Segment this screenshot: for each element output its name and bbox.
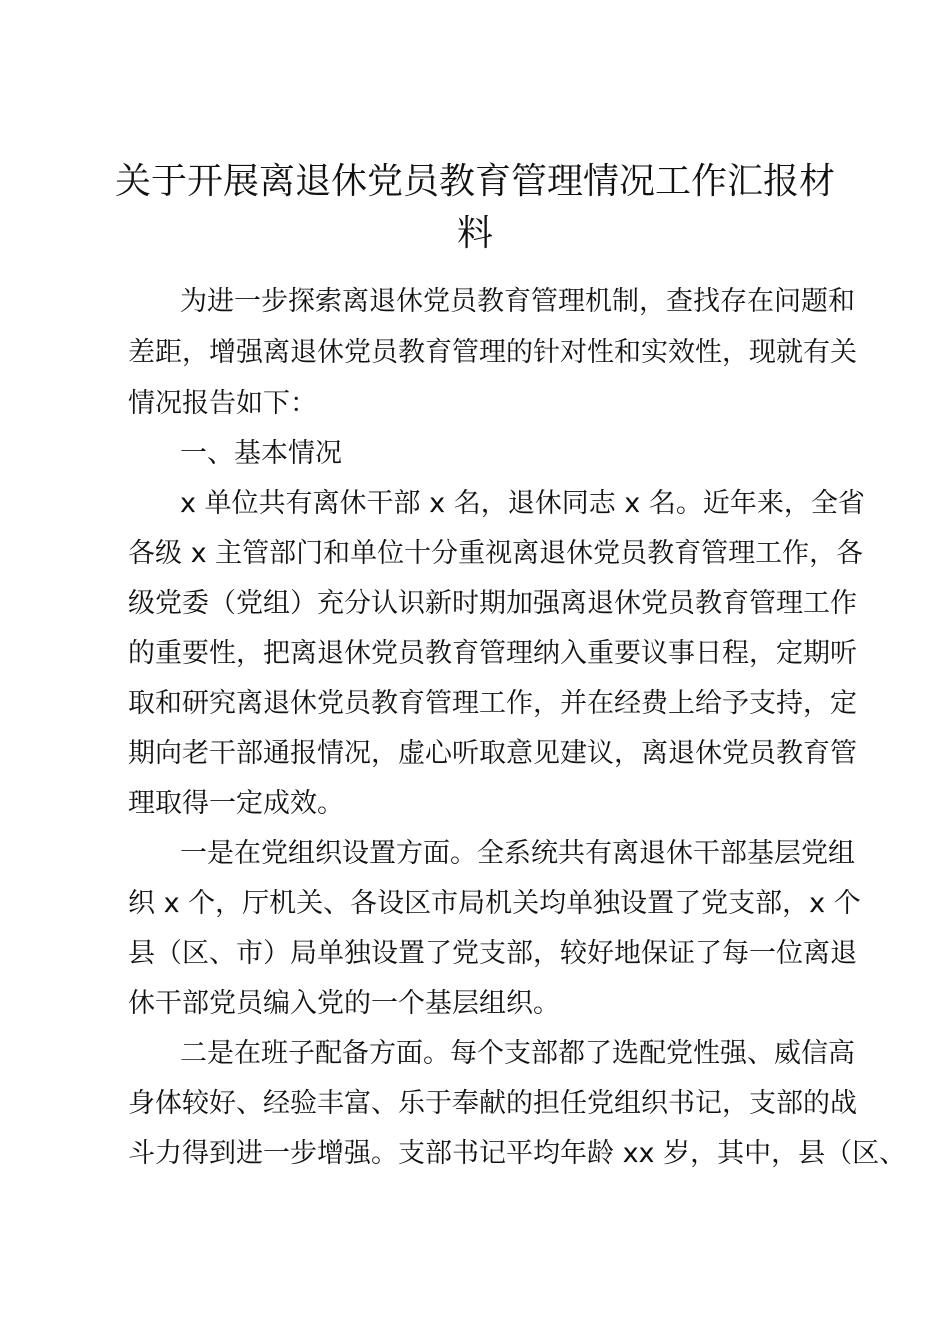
paragraph-line: 县（区、市）局单独设置了党支部，较好地保证了每一位离退	[128, 938, 857, 969]
paragraph-line: 级党委（党组）充分认识新时期加强离退休党员教育管理工作	[128, 588, 857, 619]
paragraph-line: 身体较好、经验丰富、乐于奉献的担任党组织书记，支部的战	[128, 1088, 857, 1119]
paragraph-line: x 单位共有离休干部 x 名，退休同志 x 名。近年来，全省	[180, 488, 865, 519]
section-heading: 一、基本情况	[180, 438, 342, 469]
paragraph-line: 的重要性，把离退休党员教育管理纳入重要议事日程，定期听	[128, 638, 857, 669]
paragraph-line: 为进一步探索离退休党员教育管理机制，查找存在问题和	[180, 286, 855, 317]
paragraph-line: 取和研究离退休党员教育管理工作，并在经费上给予支持，定	[128, 688, 857, 719]
paragraph-line: 二是在班子配备方面。每个支部都了选配党性强、威信高	[180, 1038, 855, 1069]
document-title-line-2: 料	[456, 213, 493, 254]
document-title-line-1: 关于开展离退休党员教育管理情况工作汇报材	[114, 161, 835, 202]
paragraph-line: 一是在党组织设置方面。全系统共有离退休干部基层党组	[180, 838, 855, 869]
paragraph-line: 情况报告如下：	[128, 388, 317, 419]
paragraph-line: 期向老干部通报情况，虚心听取意见建议，离退休党员教育管	[128, 738, 857, 769]
paragraph-line: 斗力得到进一步增强。支部书记平均年龄 xx 岁，其中，县（区、	[128, 1138, 907, 1169]
paragraph-line: 织 x 个，厅机关、各设区市局机关均单独设置了党支部，x 个	[128, 888, 861, 919]
paragraph-line: 各级 x 主管部门和单位十分重视离退休党员教育管理工作，各	[128, 538, 864, 569]
paragraph-line: 理取得一定成效。	[128, 788, 344, 819]
paragraph-line: 休干部党员编入党的一个基层组织。	[128, 988, 560, 1019]
paragraph-line: 差距，增强离退休党员教育管理的针对性和实效性，现就有关	[128, 337, 857, 368]
